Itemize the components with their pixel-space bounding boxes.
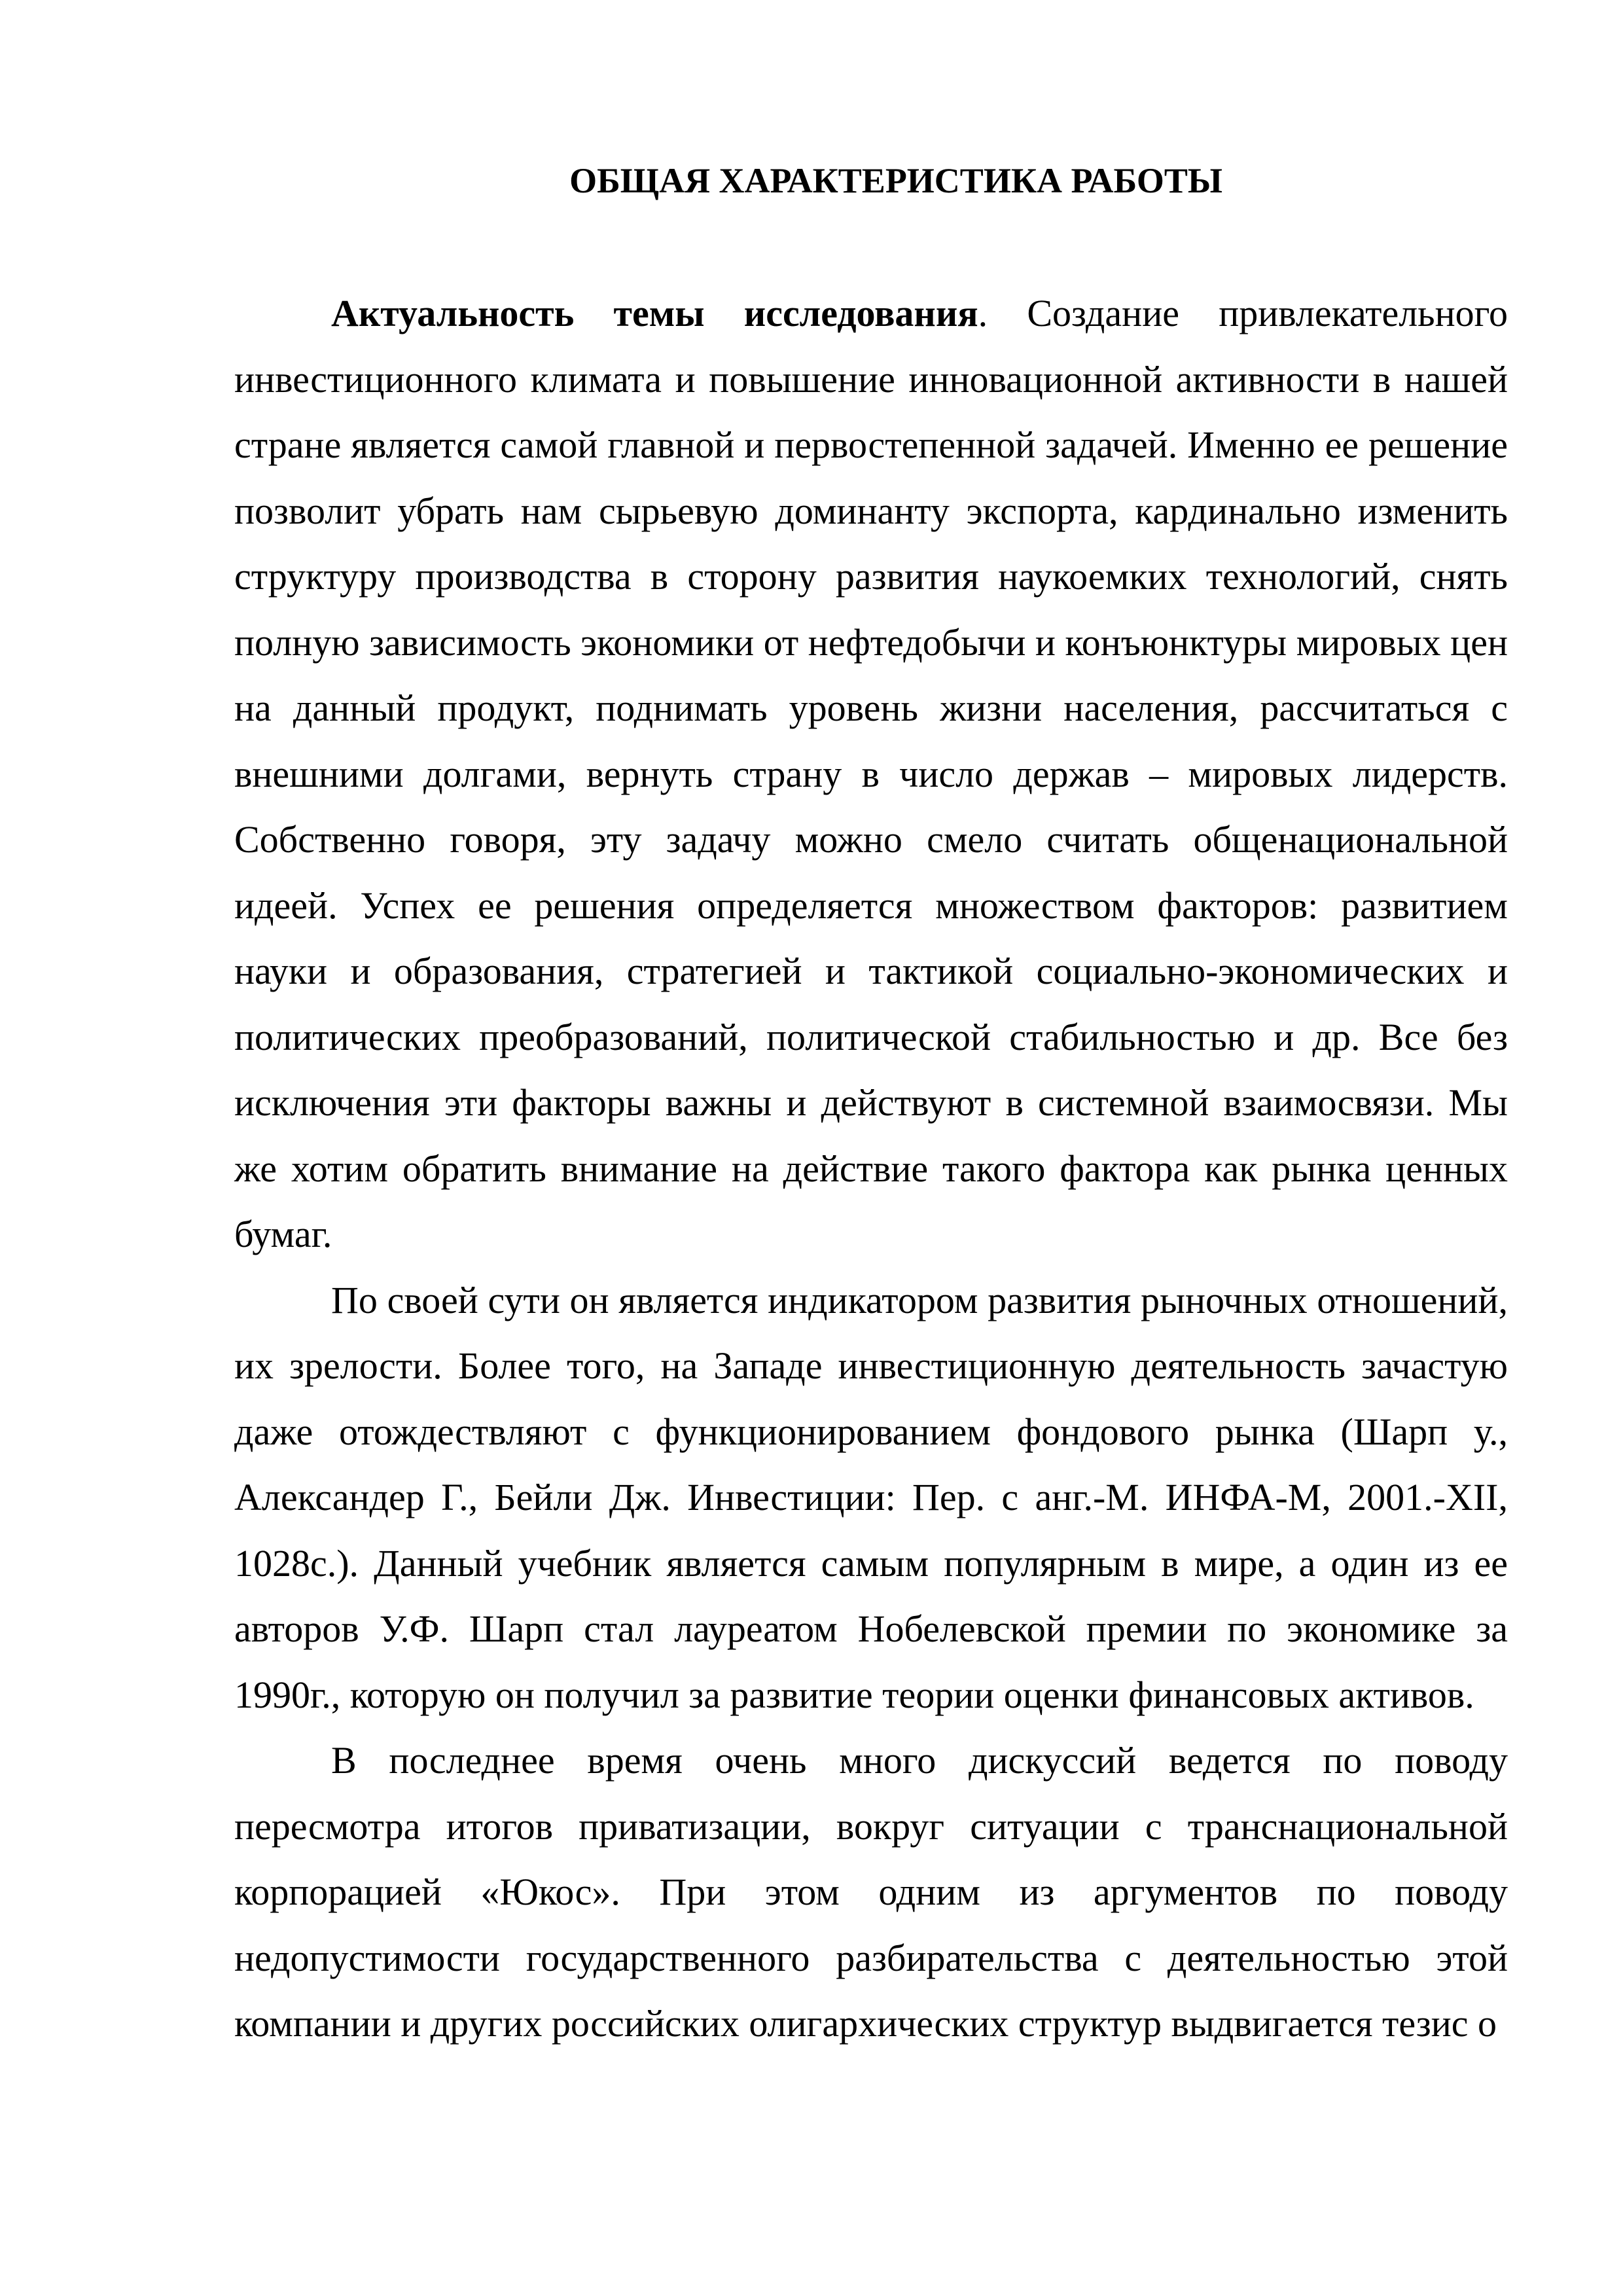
page-title: ОБЩАЯ ХАРАКТЕРИСТИКА РАБОТЫ — [569, 161, 1222, 200]
paragraph-relevance — [234, 281, 1508, 1268]
paragraph-market-indicator — [234, 1268, 1508, 1729]
paragraph-text: В последнее время очень много дискуссий ведется по поводу пересмотра итогов приватизации, вокруг ситуации с транснациональной корпорацией «Юкос». При этом одним из аргументов по поводу недопустимости государственного разбирательства с деятельностью этой компании и других российских олигархических структур выдвигается тезис о — [234, 1739, 1508, 2045]
document-body — [234, 281, 1508, 2057]
paragraph-text: По своей сути он является индикатором развития рыночных отношений, их зрелости. Более того, на Западе инвестиционную деятельность зачастую даже отождествляют с функционированием фондового рынка (Шарп у., Александер Г., Бейли Дж. Инвестиции: Пер. с анг.-М. ИНФА-М, 2001.-XII, 1028с.). Данный учебник является самым популярным в мире, а один из ее авторов У.Ф. Шарп стал лауреатом Нобелевской премии по экономике за 1990г., которую он получил за развитие теории оценки финансовых активов. — [234, 1278, 1508, 1716]
paragraph-text: . Создание привлекательного инвестиционного климата и повышение инновационной активности в нашей стране является самой главной и первостепенной задачей. Именно ее решение позволит убрать нам сырьевую доминанту экспорта, кардинально изменить структуру производства в сторону развития наукоемких технологий, снять полную зависимость экономики от нефтедобычи и конъюнктуры мировых цен на данный продукт, поднимать уровень жизни населения, рассчитаться с внешними долгами, вернуть страну в число держав – мировых лидерств. Собственно говоря, эту задачу можно смело считать общенациональной идеей. Успех ее решения определяется множеством факторов: развитием науки и образования, стратегией и тактикой социально-экономических и политических преобразований, политической стабильностью и др. Все без исключения эти факторы важны и действуют в системной взаимосвязи. Мы же хотим обратить внимание на действие такого фактора как рынка ценных бумаг. — [234, 292, 1508, 1255]
paragraph-privatization — [234, 1728, 1508, 2057]
paragraph-lead-heading: Актуальность темы исследования — [331, 292, 978, 334]
